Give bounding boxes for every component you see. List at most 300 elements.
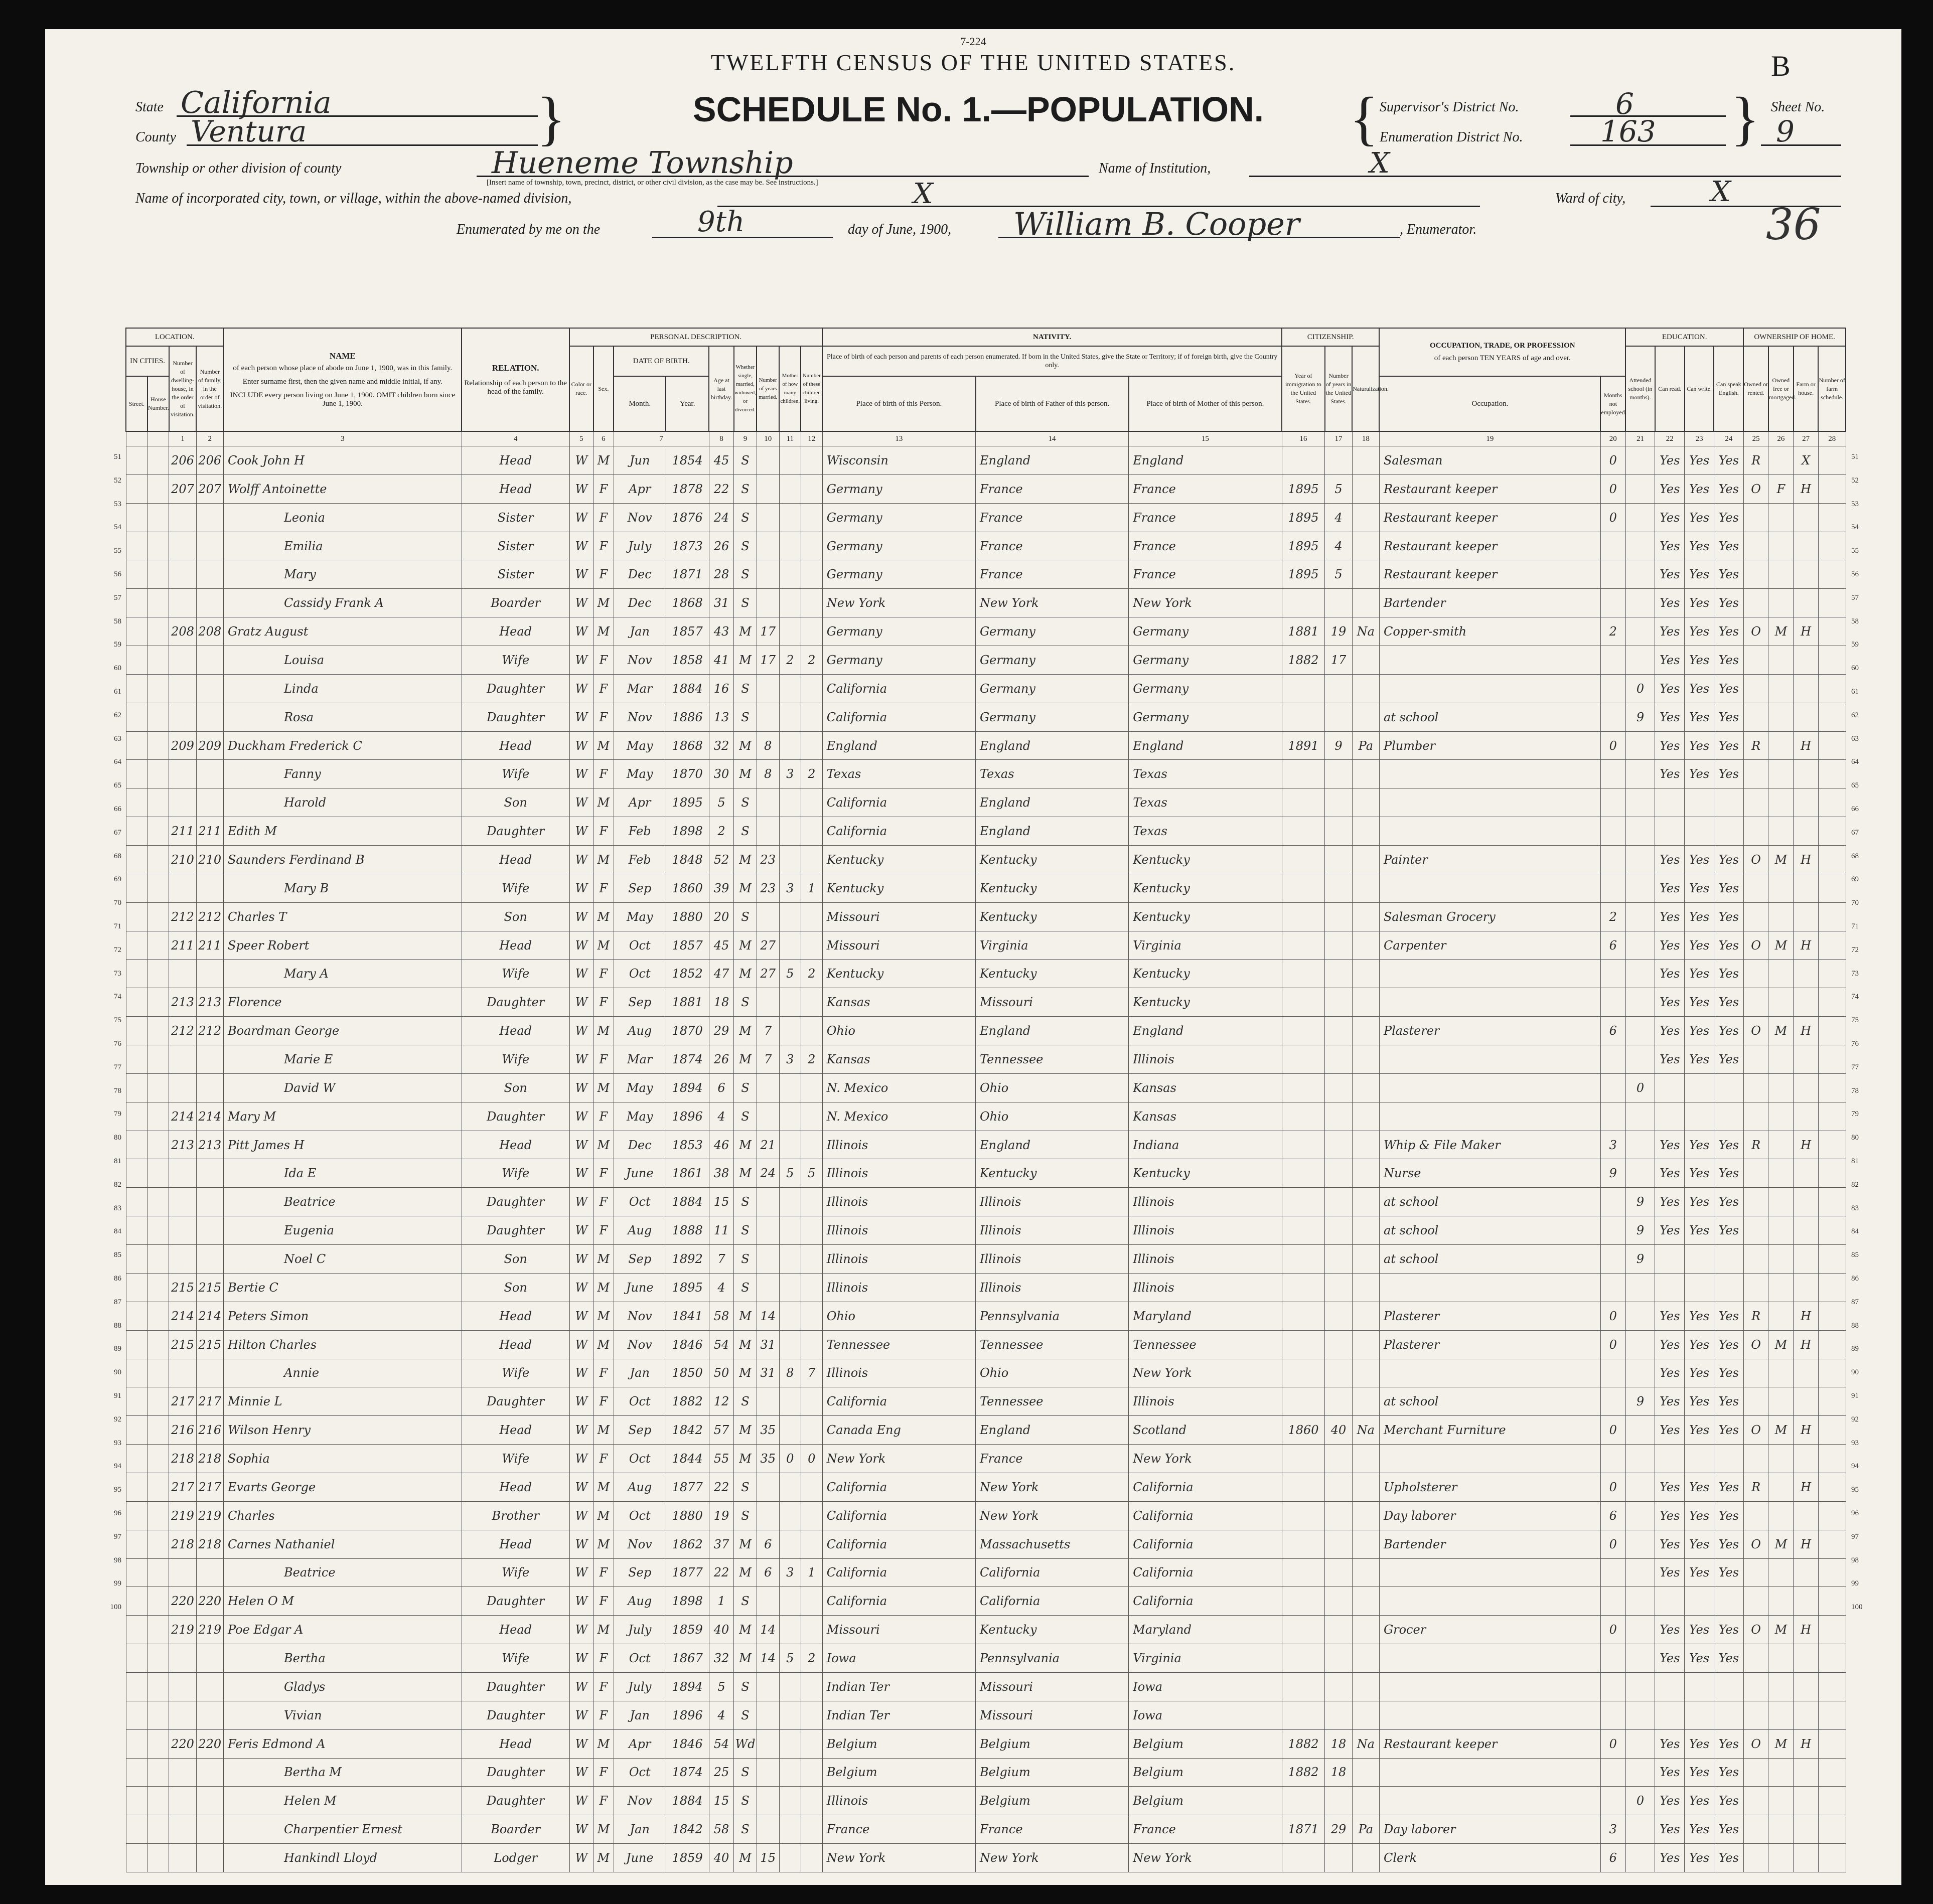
cell-month: Nov [614, 1330, 666, 1359]
cell-color: W [569, 902, 593, 931]
population-rows [126, 446, 1846, 1872]
line-number-right: 74 [1851, 993, 1859, 1001]
cell-ym: 14 [757, 1616, 779, 1644]
line-number-right: 53 [1851, 500, 1859, 508]
line-number-right: 52 [1851, 476, 1859, 485]
brace-right: } [1731, 85, 1760, 151]
cell-sex: M [593, 1815, 614, 1844]
cell-mne: 0 [1600, 1616, 1625, 1644]
cell-color: W [569, 1302, 593, 1330]
cell-wr [1685, 1672, 1714, 1701]
cell-occ: Plasterer [1379, 1330, 1600, 1359]
cell-own [1743, 760, 1768, 788]
cell-mne [1600, 589, 1625, 617]
cell-mne [1600, 817, 1625, 846]
cell-year: 1884 [666, 1787, 709, 1815]
cell-dw [169, 703, 196, 731]
cell-mar: S [734, 1188, 757, 1216]
cell-yrs [1325, 1102, 1352, 1131]
cell-sch: 9 [1625, 1188, 1655, 1216]
cell-pobf: Ohio [976, 1073, 1129, 1102]
cell-fm [1768, 1701, 1794, 1729]
cell-mo: 5 [779, 1644, 801, 1673]
cell-sch [1625, 1729, 1655, 1758]
cell-pobf: Virginia [976, 931, 1129, 960]
cell-age: 45 [709, 931, 734, 960]
cell-age: 31 [709, 589, 734, 617]
cell-sp: Yes [1714, 1558, 1743, 1587]
cell-imm: 1895 [1282, 560, 1325, 589]
cell-mar: S [734, 503, 757, 532]
table-row [126, 1729, 1846, 1758]
cell-nat [1352, 560, 1379, 589]
cell-fam [196, 1159, 223, 1188]
table-row [126, 1302, 1846, 1330]
cell-fam [196, 1359, 223, 1387]
line-number-right: 66 [1851, 805, 1859, 813]
cell-pobm: New York [1129, 589, 1282, 617]
cell-nat [1352, 1330, 1379, 1359]
cell-rel: Head [462, 1473, 569, 1501]
cell-yrs: 18 [1325, 1729, 1352, 1758]
cell-dw: 210 [169, 846, 196, 874]
cell-mne [1600, 760, 1625, 788]
cell-sex: F [593, 1672, 614, 1701]
cell-imm [1282, 902, 1325, 931]
header-personal-description: PERSONAL DESCRIPTION. [569, 328, 822, 346]
cell-own [1743, 902, 1768, 931]
cell-pobf: Kentucky [976, 902, 1129, 931]
cell-own [1743, 1701, 1768, 1729]
cell-imm [1282, 1017, 1325, 1045]
cell-mne [1600, 1787, 1625, 1815]
county-label: County [135, 129, 176, 145]
cell-rel: Daughter [462, 1672, 569, 1701]
table-row [126, 503, 1846, 532]
cell-mo [779, 931, 801, 960]
cell-sex: F [593, 817, 614, 846]
line-number-right: 78 [1851, 1086, 1859, 1095]
cell-fam: 214 [196, 1302, 223, 1330]
cell-fh [1794, 1787, 1819, 1815]
cell-mar: S [734, 1501, 757, 1530]
cell-fh: H [1794, 1416, 1819, 1445]
cell-imm [1282, 674, 1325, 703]
cell-nat: Na [1352, 1729, 1379, 1758]
cell-month: Oct [614, 931, 666, 960]
cell-sex: M [593, 1302, 614, 1330]
cell-pobf: France [976, 560, 1129, 589]
cell-mar: M [734, 1445, 757, 1473]
cell-own: O [1743, 1017, 1768, 1045]
cell-mar: M [734, 760, 757, 788]
cell-pobf: Tennessee [976, 1330, 1129, 1359]
cell-cl [801, 1387, 822, 1416]
cell-sex: M [593, 1017, 614, 1045]
cell-pobf: Kentucky [976, 960, 1129, 988]
cell-fm [1768, 1359, 1794, 1387]
cell-rd: Yes [1655, 1758, 1685, 1787]
cell-rel: Wife [462, 1644, 569, 1673]
cell-cl [801, 1701, 822, 1729]
cell-sp [1714, 817, 1743, 846]
cell-sch [1625, 1330, 1655, 1359]
cell-rel: Sister [462, 503, 569, 532]
cell-age: 22 [709, 1473, 734, 1501]
cell-fam: 217 [196, 1473, 223, 1501]
cell-age: 54 [709, 1729, 734, 1758]
cell-sp: Yes [1714, 731, 1743, 760]
cell-wr [1685, 1273, 1714, 1302]
cell-fh [1794, 1188, 1819, 1216]
cell-fh: H [1794, 846, 1819, 874]
header-occupation: OCCUPATION, TRADE, OR PROFESSION of each person TEN YEARS of age and over. [1379, 328, 1625, 376]
cell-cl [801, 1616, 822, 1644]
cell-age: 7 [709, 1245, 734, 1274]
cell-occ: Painter [1379, 846, 1600, 874]
cell-dw: 220 [169, 1729, 196, 1758]
cell-occ: Restaurant keeper [1379, 503, 1600, 532]
cell-pob: Illinois [822, 1273, 975, 1302]
cell-color: W [569, 1530, 593, 1558]
cell-rel: Head [462, 1330, 569, 1359]
cell-mo [779, 1273, 801, 1302]
cell-year: 1881 [666, 988, 709, 1017]
cell-sp [1714, 1273, 1743, 1302]
line-number-right: 56 [1851, 570, 1859, 578]
cell-mo: 3 [779, 760, 801, 788]
cell-sch [1625, 1644, 1655, 1673]
cell-name: Pitt James H [223, 1131, 462, 1159]
cell-fh [1794, 1844, 1819, 1872]
cell-name: Linda [223, 674, 462, 703]
cell-color: W [569, 988, 593, 1017]
cell-sch [1625, 1445, 1655, 1473]
cell-yrs [1325, 1445, 1352, 1473]
cell-name: Mary A [223, 960, 462, 988]
cell-fh [1794, 874, 1819, 902]
cell-mne [1600, 874, 1625, 902]
cell-fm [1768, 674, 1794, 703]
cell-rd: Yes [1655, 1216, 1685, 1245]
cell-fm [1768, 788, 1794, 817]
cell-month: Apr [614, 474, 666, 503]
cell-fh [1794, 1701, 1819, 1729]
cell-rel: Son [462, 788, 569, 817]
cell-sex: F [593, 560, 614, 589]
cell-nat [1352, 988, 1379, 1017]
line-number: 93 [114, 1439, 121, 1447]
cell-mne [1600, 988, 1625, 1017]
cell-mo [779, 1501, 801, 1530]
cell-rd [1655, 1245, 1685, 1274]
cell-yrs [1325, 1387, 1352, 1416]
cell-name: David W [223, 1073, 462, 1102]
cell-year: 1896 [666, 1102, 709, 1131]
line-number: 96 [114, 1509, 121, 1517]
institution-label: Name of Institution, [1099, 161, 1211, 176]
line-number: 79 [114, 1110, 121, 1119]
cell-wr: Yes [1685, 931, 1714, 960]
cell-sp: Yes [1714, 960, 1743, 988]
table-row [126, 1558, 1846, 1587]
cell-age: 58 [709, 1815, 734, 1844]
cell-own [1743, 988, 1768, 1017]
line-number-right: 95 [1851, 1486, 1859, 1494]
cell-name: Harold [223, 788, 462, 817]
cell-pobf: England [976, 817, 1129, 846]
cell-pobm: Kentucky [1129, 874, 1282, 902]
table-row [126, 1844, 1846, 1872]
cell-nat [1352, 1102, 1379, 1131]
cell-month: Oct [614, 1758, 666, 1787]
cell-ym [757, 1073, 779, 1102]
cell-dw: 212 [169, 1017, 196, 1045]
cell-month: Oct [614, 1188, 666, 1216]
line-number: 81 [114, 1157, 121, 1165]
line-number: 64 [114, 758, 121, 766]
cell-imm: 1891 [1282, 731, 1325, 760]
cell-cl [801, 1501, 822, 1530]
cell-fm [1768, 1558, 1794, 1587]
cell-fam: 217 [196, 1387, 223, 1416]
cell-pobm: Germany [1129, 674, 1282, 703]
cell-own [1743, 503, 1768, 532]
table-row [126, 1102, 1846, 1131]
cell-ym [757, 1273, 779, 1302]
cell-fam [196, 703, 223, 731]
cell-pobf: France [976, 532, 1129, 560]
cell-own [1743, 1644, 1768, 1673]
population-table: LOCATION. NAME of each person whose place of abode on June 1, 1900, was in this family. Enter surname first, then the given name and middle initial, if any. INCLUDE every person living on June 1, 1900. OMIT children born since June 1, 1900. RELATION. Relationship of each person to the head of the family. PERSONAL DESCRIPTION. NATIVITY. CITIZENSHIP. OCCUPATION, TRADE, OR PROFESSION of each person TEN YEARS of age and over. EDUCATION. OWNERSHIP OF HOME. IN CITIES. Number of dwelling-house, in the order of visitation. Number of family, in the order of visitation. Color or race. Sex. DATE OF BIRTH. Age at last birthday. Whether single, married, widowed, or divorced. Number of years married. Mother of how many children. Number of these children living. Place of birth of each person and parents of each person enumerated. If born in the United States, give the State or Territory; if of foreign birth, give the Country only. Year of immigration to the United States. Number of years in the United States. Naturalization. Attended school (in months). Can read. Can write. Can speak English. Owned or rented. Owned free or mortgaged. Farm or house. Number of farm schedule. Street. House Number. Month. Year. Place of birth of this Person. Place of birth of Father of this person. Place of birth of Mother of this person. Occupation. Months not employed. 1 2 3 4 5 6 7 8 9 10 11 12 13 14 15 16 17 18 19 20 21 22 23 24 25 26 27 28 206 206 Cook John H Head W M Jun 1854 45 S Wisconsin England England Salesman 0 Yes Yes Yes R X 207 207 Wolff Antoinette Head W F Apr 1878 22 S Germany France France 1895 5 Restaurant keeper 0 Yes Yes Yes O F H Leonia Sister W F Nov 1876 24 S Germany France France 1895 4 Restaurant keeper 0 Yes Yes Yes Emilia Sister W F July 1873 26 S Germany France France 1895 4 Restaurant keeper Yes Yes Yes Mary Sister W F Dec 1871 28 S Germany France France 1895 5 Restaurant keeper Yes Yes Yes Cassidy Frank A Boarder W M Dec 1868 31 S New York New York New York Bartender Yes Yes Yes 208 208 Gratz August Head W M Jan 1857 43 M 17 Germany Germany Germany 1881 19 Na Copper-smith 2 Yes Yes Yes O M H Louisa Wife W F Nov 1858 41 M 17 2 2 Germany Germany Germany 1882 17 Yes Yes Yes Linda Daughter W F Mar 1884 16 S California Germany Germany 0 Yes Yes Yes Rosa Daughter W F Nov 1886 13 S California Germany Germany at school 9 Yes Yes Yes 209 209 Duckham Frederick C Head W M May 1868 32 M 8 England England England 1891 9 Pa Plumber 0 Yes Yes Yes R H Fanny Wife W F May 1870 30 M 8 3 2 Texas Texas Texas Yes Yes Yes Harold Son W M Apr 1895 5 S California England Texas 211 211 Edith M Daughter W F Feb 1898 2 S California England Texas 210 210 Saunders Ferdinand B Head W M Feb 1848 52 M 23 Kentucky Kentucky Kentucky Painter Yes Yes Yes O M H Mary B Wife W F Sep 1860 39 M 23 3 1 Kentucky Kentucky Kentucky Yes Yes Yes 212 212 Charles T Son W M May 1880 20 S Missouri Kentucky Kentucky Salesman Grocery 2 Yes Yes Yes 211 211 Speer Robert Head W M Oct 1857 45 M 27 Missouri Virginia Virginia Carpenter 6 Yes Yes Yes O M H Mary A Wife W F Oct 1852 47 M 27 5 2 Kentucky Kentucky Kentucky Yes Yes Yes 213 213 Florence Daughter W F Sep 1881 18 S Kansas Missouri Kentucky Yes Yes Yes 212 212 Boardman George Head W M Aug 1870 29 M 7 Ohio England England Plasterer 6 Yes Yes Yes O M H Marie E Wife W F Mar 1874 26 M 7 3 2 Kansas Tennessee Illinois Yes Yes Yes David W Son W M May 1894 6 S N. Mexico Ohio Kansas 0 214 214 Mary M Daughter W F May 1896 4 S N. Mexico Ohio Kansas 213 213 Pitt James H Head W M Dec 1853 46 M 21 Illinois England Indiana Whip & File Maker 3 Yes Yes Yes R H Ida E Wife W F June 1861 38 M 24 5 5 Illinois Kentucky Kentucky Nurse 9 Yes Yes Yes Beatrice Daughter W F Oct 1884 15 S Illinois Illinois Illinois at school 9 Yes Yes Yes Eugenia Daughter W F Aug 1888 11 S Illinois Illinois Illinois at school 9 Yes Yes Yes Noel C Son W M Sep 1892 7 S Illinois Illinois Illinois at school 9 215 215 Bertie C Son W M June 1895 4 S Illinois Illinois Illinois 214 214 Peters Simon Head W M Nov 1841 58 M 14 Ohio Pennsylvania Maryland Plasterer 0 Yes Yes Yes R H 215 215 Hilton Charles Head W M Nov 1846 54 M 31 Tennessee Tennessee Tennessee Plasterer 0 Yes Yes Yes O M H Annie Wife W F Jan 1850 50 M 31 8 7 Illinois Ohio New York Yes Yes Yes 217 217 Minnie L Daughter W F Oct 1882 12 S California Tennessee Illinois at school 9 Yes Yes Yes 216 216 Wilson Henry Head W M Sep 1842 57 M 35 Canada Eng England Scotland 1860 40 Na Merchant Furniture 0 Yes Yes Yes O M H 218 218 Sophia Wife W F Oct 1844 55 M 35 0 0 New York France New York 217 217 Evarts George Head W M Aug 1877 22 S California New York California Upholsterer 0 Yes Yes Yes R H 219 219 Charles Brother W M Oct 1880 19 S California New York California Day laborer 6 Yes Yes Yes 218 218 Carnes Nathaniel Head W M Nov 1862 37 M 6 California Massachusetts California Bartender 0 Yes Yes Yes O M H Beatrice Wife W F Sep 1877 22 M 6 3 1 California California California Yes Yes Yes 220 220 Helen O M Daughter W F Aug 1898 1 S California California California 219 219 Poe Edgar A Head W M July 1859 40 M 14 Missouri Kentucky Maryland Grocer 0 Yes Yes Yes O M H Bertha Wife W F Oct 1867 32 M 14 5 2 Iowa Pennsylvania Virginia Yes Yes Yes Gladys Daughter W F July 1894 5 S Indian Ter Missouri Iowa Vivian Daughter W F Jan 1896 4 S Indian Ter Missouri Iowa 220 220 Feris Edmond A Head W M Apr 1846 54 Wd Belgium Belgium Belgium 1882 18 Na Restaurant keeper 0 Yes Yes Yes O M H Bertha M Daughter W F Oct 1874 25 S Belgium Belgium Belgium 1882 18 Yes Yes Yes Helen M Daughter W F Nov 1884 15 S Illinois Belgium Belgium 0 Yes Yes Yes Charpentier Ernest Boarder W M Jan 1842 58 S France France France 1871 29 Pa Day laborer 3 Yes Yes Yes Hankindl Lloyd Lodger W M June 1859 40 M 15 New York New York New York Clerk 6 Yes Yes Yes [125, 328, 1846, 1872]
cell-yrs: 5 [1325, 474, 1352, 503]
line-number: 75 [114, 1016, 121, 1025]
cell-sp: Yes [1714, 1758, 1743, 1787]
cell-year: 1870 [666, 760, 709, 788]
cell-mar: M [734, 1616, 757, 1644]
stamp-number: 36 [1766, 200, 1821, 250]
cell-mo [779, 1701, 801, 1729]
cell-imm [1282, 760, 1325, 788]
cell-mo: 2 [779, 646, 801, 675]
cell-sp: Yes [1714, 1045, 1743, 1074]
cell-wr: Yes [1685, 646, 1714, 675]
cell-rel: Head [462, 1302, 569, 1330]
cell-name: Duckham Frederick C [223, 731, 462, 760]
line-number-right: 87 [1851, 1298, 1859, 1306]
cell-imm [1282, 1644, 1325, 1673]
cell-pob: Illinois [822, 1216, 975, 1245]
cell-sp [1714, 1445, 1743, 1473]
cell-yrs [1325, 1672, 1352, 1701]
cell-age: 5 [709, 788, 734, 817]
cell-sex: F [593, 503, 614, 532]
cell-fh: H [1794, 617, 1819, 646]
cell-rd [1655, 817, 1685, 846]
cell-fh [1794, 1758, 1819, 1787]
cell-dw: 209 [169, 731, 196, 760]
cell-month: Nov [614, 1302, 666, 1330]
cell-dw: 218 [169, 1530, 196, 1558]
line-number-right: 75 [1851, 1016, 1859, 1025]
cell-occ: Restaurant keeper [1379, 474, 1600, 503]
cell-ym: 17 [757, 646, 779, 675]
line-number: 90 [114, 1368, 121, 1377]
cell-sp: Yes [1714, 1017, 1743, 1045]
cell-month: July [614, 1616, 666, 1644]
cell-month: Oct [614, 1387, 666, 1416]
cell-name: Marie E [223, 1045, 462, 1074]
cell-ym [757, 1815, 779, 1844]
cell-sch [1625, 1045, 1655, 1074]
cell-sp: Yes [1714, 1844, 1743, 1872]
cell-mne: 0 [1600, 1302, 1625, 1330]
cell-sex: M [593, 846, 614, 874]
table-row [126, 1387, 1846, 1416]
cell-rel: Head [462, 474, 569, 503]
cell-sch: 0 [1625, 1787, 1655, 1815]
cell-rd: Yes [1655, 902, 1685, 931]
cell-fh [1794, 1815, 1819, 1844]
cell-fh: H [1794, 474, 1819, 503]
cell-occ [1379, 1701, 1600, 1729]
cell-pobm: New York [1129, 1445, 1282, 1473]
cell-sch [1625, 931, 1655, 960]
institution-value: X [1370, 147, 1390, 180]
cell-pobf: Kentucky [976, 874, 1129, 902]
line-number-right: 91 [1851, 1392, 1859, 1400]
cell-occ: Plumber [1379, 731, 1600, 760]
cell-pobf: England [976, 731, 1129, 760]
cell-fh [1794, 589, 1819, 617]
cell-rd: Yes [1655, 1188, 1685, 1216]
cell-name: Mary M [223, 1102, 462, 1131]
cell-occ: Plasterer [1379, 1017, 1600, 1045]
cell-fam [196, 1672, 223, 1701]
cell-year: 1853 [666, 1131, 709, 1159]
cell-sch [1625, 1844, 1655, 1872]
cell-mar: M [734, 1416, 757, 1445]
cell-fm [1768, 1387, 1794, 1416]
cell-pobf: Belgium [976, 1729, 1129, 1758]
cell-pob: California [822, 1558, 975, 1587]
form-code: 7-224 [960, 35, 986, 48]
line-number: 77 [114, 1063, 121, 1071]
cell-fam: 209 [196, 731, 223, 760]
cell-sch [1625, 788, 1655, 817]
cell-occ [1379, 1672, 1600, 1701]
cell-fh [1794, 560, 1819, 589]
cell-sex: F [593, 960, 614, 988]
cell-pob: Germany [822, 646, 975, 675]
cell-pobf: Pennsylvania [976, 1644, 1129, 1673]
cell-fm [1768, 1758, 1794, 1787]
cell-fm [1768, 902, 1794, 931]
cell-ym [757, 1729, 779, 1758]
cell-sex: F [593, 1445, 614, 1473]
cell-rel: Wife [462, 1159, 569, 1188]
cell-mar: S [734, 1245, 757, 1274]
cell-imm: 1882 [1282, 1729, 1325, 1758]
cell-yrs: 19 [1325, 617, 1352, 646]
cell-yrs [1325, 1330, 1352, 1359]
cell-pobf: California [976, 1587, 1129, 1616]
sheet-label: Sheet No. [1771, 99, 1825, 115]
cell-dw [169, 1644, 196, 1673]
cell-sex: M [593, 902, 614, 931]
cell-rel: Daughter [462, 1587, 569, 1616]
cell-wr: Yes [1685, 760, 1714, 788]
cell-mo: 0 [779, 1445, 801, 1473]
cell-mne [1600, 1701, 1625, 1729]
cell-color: W [569, 1787, 593, 1815]
cell-sp [1714, 788, 1743, 817]
cell-cl [801, 1729, 822, 1758]
cell-month: July [614, 532, 666, 560]
cell-sp: Yes [1714, 1302, 1743, 1330]
cell-pobm: Illinois [1129, 1188, 1282, 1216]
cell-pobm: Kentucky [1129, 988, 1282, 1017]
cell-mo [779, 560, 801, 589]
cell-age: 29 [709, 1017, 734, 1045]
cell-color: W [569, 646, 593, 675]
cell-fam [196, 532, 223, 560]
cell-occ: Copper-smith [1379, 617, 1600, 646]
cell-name: Evarts George [223, 1473, 462, 1501]
table-row [126, 646, 1846, 675]
line-number-right: 93 [1851, 1439, 1859, 1447]
cell-pobf: England [976, 788, 1129, 817]
cell-month: June [614, 1844, 666, 1872]
cell-fam: 211 [196, 817, 223, 846]
cell-sch [1625, 1558, 1655, 1587]
cell-mo [779, 1758, 801, 1787]
cell-cl [801, 1815, 822, 1844]
cell-pob: Belgium [822, 1758, 975, 1787]
cell-year: 1859 [666, 1844, 709, 1872]
line-number: 99 [114, 1579, 121, 1588]
cell-year: 1874 [666, 1045, 709, 1074]
cell-month: Jan [614, 1359, 666, 1387]
cell-yrs [1325, 846, 1352, 874]
cell-ym [757, 532, 779, 560]
cell-sp: Yes [1714, 846, 1743, 874]
cell-cl [801, 1530, 822, 1558]
cell-pob: Texas [822, 760, 975, 788]
cell-sex: M [593, 931, 614, 960]
cell-ym [757, 674, 779, 703]
cell-imm [1282, 1844, 1325, 1872]
cell-mar: M [734, 646, 757, 675]
cell-wr: Yes [1685, 1815, 1714, 1844]
cell-wr: Yes [1685, 1844, 1714, 1872]
cell-sch: 9 [1625, 1387, 1655, 1416]
cell-fm [1768, 589, 1794, 617]
cell-ym: 6 [757, 1558, 779, 1587]
cell-sex: F [593, 874, 614, 902]
table-row [126, 988, 1846, 1017]
cell-wr: Yes [1685, 1387, 1714, 1416]
cell-pobm: Kansas [1129, 1073, 1282, 1102]
cell-wr: Yes [1685, 474, 1714, 503]
cell-yrs [1325, 1787, 1352, 1815]
cell-own [1743, 874, 1768, 902]
cell-mo [779, 1330, 801, 1359]
cell-cl: 0 [801, 1445, 822, 1473]
cell-fam [196, 760, 223, 788]
cell-mne: 6 [1600, 1844, 1625, 1872]
cell-age: 26 [709, 532, 734, 560]
